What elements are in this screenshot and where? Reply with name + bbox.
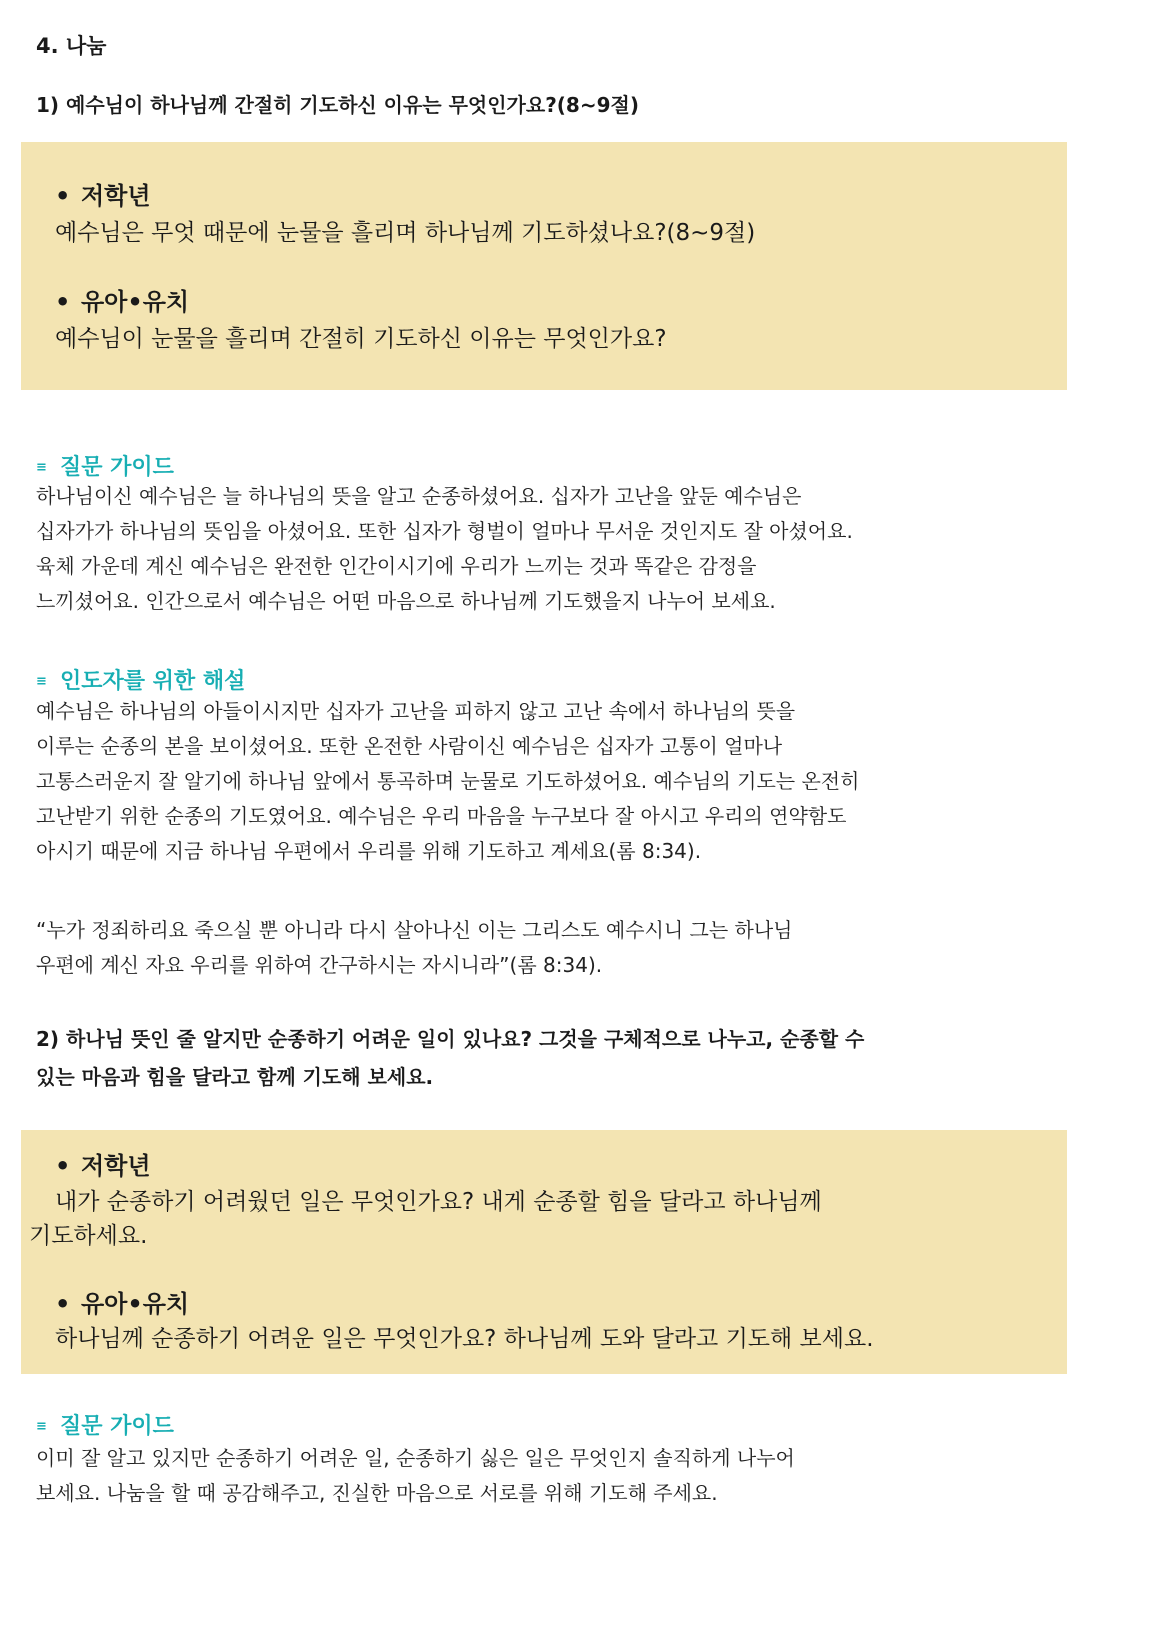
question-1-age-box bbox=[21, 142, 1067, 390]
question-guide-heading: ≡ 질문 가이드 bbox=[36, 455, 174, 480]
age-group-title-preschool: • 유아•유치 bbox=[55, 285, 189, 319]
age-group-title-lower-grades: • 저학년 bbox=[55, 179, 151, 213]
question-guide-text: 하나님이신 예수님은 늘 하나님의 뜻을 알고 순종하셨어요. 십자가 고난을 앞둔 예수님은 십자가가 하나님의 뜻임을 아셨어요. 또한 십자가 형벌이 얼마나 무서운 것인지도 잘 아셨어요. 육체 가운데 계신 예수님은 완전한 인간이시기에 우리가 느끼는 것과 똑같은 감정을 느끼셨어요. 인간으로서 예수님은 어떤 마음으로 하나님께 기도했을지 나누어 보세요. bbox=[36, 484, 853, 613]
list-marker-icon: ≡ bbox=[36, 674, 47, 689]
leader-commentary-heading: ≡ 인도자를 위한 해설 bbox=[36, 669, 246, 694]
question-1-title: 1) 예수님이 하나님께 간절히 기도하신 이유는 무엇인가요?(8~9절) bbox=[36, 93, 639, 117]
age-group-question-preschool: 하나님께 순종하기 어려운 일은 무엇인가요? 하나님께 도와 달라고 기도해 보세요. bbox=[55, 1326, 874, 1352]
question-2-title: 2) 하나님 뜻인 줄 알지만 순종하기 어려운 일이 있나요? 그것을 구체적으로 나누고, 순종할 수 있는 마음과 힘을 달라고 함께 기도해 보세요. bbox=[36, 1027, 865, 1089]
bullet-icon: • bbox=[55, 182, 71, 210]
bullet-icon: • bbox=[55, 288, 71, 316]
age-group-title-lower-grades: • 저학년 bbox=[55, 1149, 151, 1183]
bullet-icon: • bbox=[55, 1290, 71, 1318]
list-marker-icon: ≡ bbox=[36, 460, 47, 475]
age-group-title-preschool: • 유아•유치 bbox=[55, 1287, 189, 1321]
list-marker-icon: ≡ bbox=[36, 1419, 47, 1434]
question-guide-heading: ≡ 질문 가이드 bbox=[36, 1414, 174, 1439]
age-group-question-lower-grades-cont: 기도하세요. bbox=[29, 1223, 148, 1249]
age-group-question-lower-grades: 내가 순종하기 어려웠던 일은 무엇인가요? 내게 순종할 힘을 달라고 하나님께 bbox=[55, 1189, 822, 1215]
question-guide-text: 이미 잘 알고 있지만 순종하기 어려운 일, 순종하기 싫은 일은 무엇인지 솔직하게 나누어 보세요. 나눔을 할 때 공감해주고, 진실한 마음으로 서로를 위해 기도해 주세요. bbox=[36, 1446, 795, 1505]
age-group-question-preschool: 예수님이 눈물을 흘리며 간절히 기도하신 이유는 무엇인가요? bbox=[55, 326, 667, 352]
leader-commentary-text: 예수님은 하나님의 아들이시지만 십자가 고난을 피하지 않고 고난 속에서 하나님의 뜻을 이루는 순종의 본을 보이셨어요. 또한 온전한 사람이신 예수님은 십자가 고통이 얼마나 고통스러운지 잘 알기에 하나님 앞에서 통곡하며 눈물로 기도하셨어요. 예수님의 기도는 온전히 고난받기 위한 순종의 기도였어요. 예수님은 우리 마음을 누구보다 잘 아시고 우리의 연약함도 아시기 때문에 지금 하나님 우편에서 우리를 위해 기도하고 계세요(롬 8:34). bbox=[36, 699, 860, 863]
age-group-question-lower-grades: 예수님은 무엇 때문에 눈물을 흘리며 하나님께 기도하셨나요?(8~9절) bbox=[55, 220, 756, 246]
scripture-quote: “누가 정죄하리요 죽으실 뿐 아니라 다시 살아나신 이는 그리스도 예수시니 그는 하나님 우편에 계신 자요 우리를 위하여 간구하시는 자시니라”(롬 8:34). bbox=[36, 918, 793, 977]
section-title: 4. 나눔 bbox=[36, 34, 107, 58]
bullet-icon: • bbox=[55, 1152, 71, 1180]
question-2-age-box bbox=[21, 1130, 1067, 1374]
